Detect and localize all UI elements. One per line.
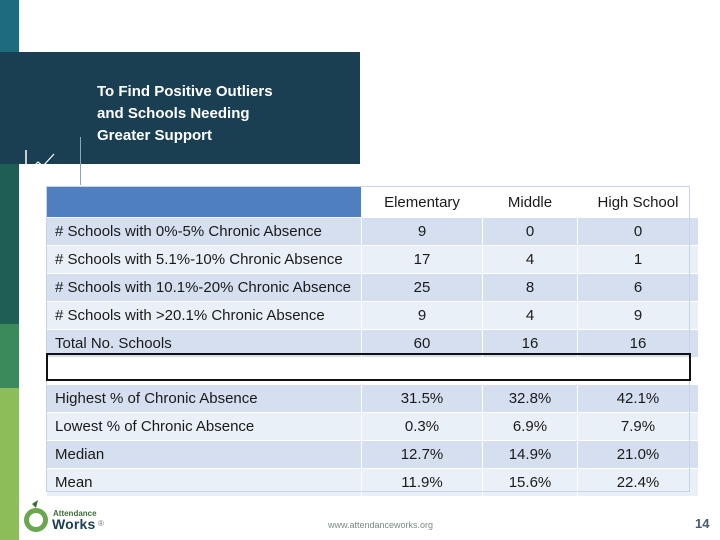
line-chart-icon <box>24 148 60 178</box>
cell-value: 22.4% <box>578 469 699 497</box>
cell-value: 16 <box>578 330 699 358</box>
cell-value: 25 <box>362 274 483 302</box>
cell-value: 6 <box>578 274 699 302</box>
page-title: To Find Positive Outliers and Schools Needing Greater Support <box>97 83 273 144</box>
cell-value: 31.5% <box>362 385 483 413</box>
footer-url[interactable]: www.attendanceworks.org <box>328 520 434 530</box>
header-blank-cell <box>47 187 362 218</box>
table-row <box>47 218 699 246</box>
spacer-cell <box>47 358 699 385</box>
cell-value: 9 <box>578 302 699 330</box>
side-strip-3 <box>0 164 19 324</box>
row-label: Lowest % of Chronic Absence <box>47 413 362 441</box>
cell-value: 11.9% <box>362 469 483 497</box>
cell-value: 42.1% <box>578 385 699 413</box>
table-row <box>47 441 699 469</box>
table-row <box>47 413 699 441</box>
cell-value: 16 <box>483 330 578 358</box>
registered-mark: ® <box>98 519 104 528</box>
cell-value: 9 <box>362 302 483 330</box>
cell-value: 4 <box>483 302 578 330</box>
table-spacer-row <box>47 358 699 385</box>
cell-value: 60 <box>362 330 483 358</box>
row-label: Median <box>47 441 362 469</box>
absence-table <box>46 186 699 497</box>
column-header: High School <box>578 187 699 218</box>
logo-text-top: Attendance <box>53 509 97 518</box>
cell-value: 4 <box>483 246 578 274</box>
table-row <box>47 302 699 330</box>
column-header: Elementary <box>362 187 483 218</box>
attendance-works-logo-icon <box>22 500 52 534</box>
table-row <box>47 330 699 358</box>
row-label: # Schools with 0%-5% Chronic Absence <box>47 218 362 246</box>
table-row <box>47 469 699 497</box>
cell-value: 12.7% <box>362 441 483 469</box>
cell-value: 15.6% <box>483 469 578 497</box>
row-label: Mean <box>47 469 362 497</box>
row-label: Total No. Schools <box>47 330 362 358</box>
side-strip-top <box>0 0 19 52</box>
cell-value: 0 <box>483 218 578 246</box>
row-label: Highest % of Chronic Absence <box>47 385 362 413</box>
cell-value: 0.3% <box>362 413 483 441</box>
cell-value: 21.0% <box>578 441 699 469</box>
side-strip-bottom <box>0 388 19 540</box>
table-row <box>47 385 699 413</box>
cell-value: 9 <box>362 218 483 246</box>
row-label: # Schools with 10.1%-20% Chronic Absence <box>47 274 362 302</box>
table-row <box>47 246 699 274</box>
cell-value: 7.9% <box>578 413 699 441</box>
cell-value: 17 <box>362 246 483 274</box>
row-label: # Schools with >20.1% Chronic Absence <box>47 302 362 330</box>
cell-value: 14.9% <box>483 441 578 469</box>
table-header-row <box>47 187 699 218</box>
logo-text-main: Works <box>52 516 96 532</box>
cell-value: 1 <box>578 246 699 274</box>
cell-value: 0 <box>578 218 699 246</box>
page-number: 14 <box>695 516 710 531</box>
banner-divider <box>80 137 81 185</box>
cell-value: 32.8% <box>483 385 578 413</box>
cell-value: 6.9% <box>483 413 578 441</box>
side-strip-4 <box>0 324 19 388</box>
cell-value: 8 <box>483 274 578 302</box>
row-label: # Schools with 5.1%-10% Chronic Absence <box>47 246 362 274</box>
table-row <box>47 274 699 302</box>
column-header: Middle <box>483 187 578 218</box>
